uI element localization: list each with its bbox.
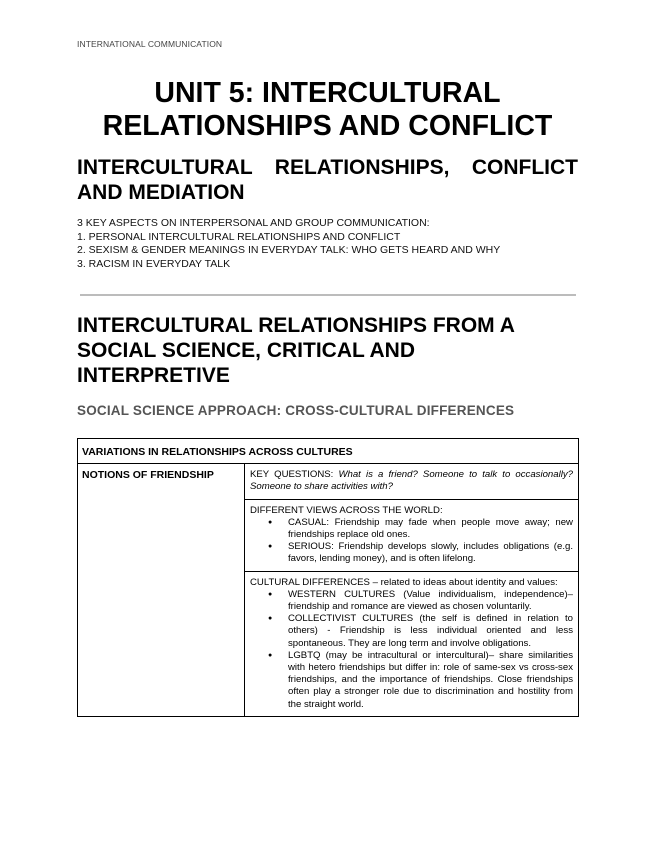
list-item: ● CASUAL: Friendship may fade when people move away; new friendships replace old ones. [288,517,573,541]
cultural-differences-list [250,589,573,711]
horizontal-divider [80,294,576,296]
heading-line-3: INTERPRETIVE [77,364,230,387]
different-views-cell [245,499,579,571]
list-item: ● WESTERN CULTURES (Value individualism, independence)– friendship and romance are viewed as chosen voluntarily. [288,589,573,613]
table-row [78,464,579,499]
heading-word: A [499,314,515,337]
list-item: ● LGBTQ (may be intracultural or intercultural)– share similarities with hetero friendships but differ in: role of same-sex vs cross-sex friendships, and the importance of friendships. Close friendships often play a stronger role due to discrimination and hostility from the straight world. [288,650,573,711]
heading-line-1 [77,313,578,338]
key-aspect-item: 2. SEXISM & GENDER MEANINGS IN EVERYDAY TALK: WHO GETS HEARD AND WHY [77,244,501,256]
subheading-social-science: SOCIAL SCIENCE APPROACH: CROSS-CULTURAL DIFFERENCES [77,403,515,418]
cultural-differences-cell [245,571,579,716]
heading-word: CRITICAL [266,339,365,362]
key-aspects-intro: 3 KEY ASPECTS ON INTERPERSONAL AND GROUP COMMUNICATION: [77,217,430,229]
key-aspect-item: 3. RACISM IN EVERYDAY TALK [77,257,231,270]
heading-word: SCIENCE, [161,339,261,362]
heading-word: AND [369,339,416,362]
unit-title-line-1: UNIT 5: INTERCULTURAL [154,77,501,109]
key-aspects-list [77,217,578,271]
unit-title-line-2: RELATIONSHIPS AND CONFLICT [102,110,553,142]
cultural-differences-title: CULTURAL DIFFERENCES – related to ideas about identity and values: [250,576,558,588]
key-aspect-item: 1. PERSONAL INTERCULTURAL RELATIONSHIPS AND CONFLICT [77,230,401,243]
table-title: VARIATIONS IN RELATIONSHIPS ACROSS CULTURES [78,439,579,464]
running-header: INTERNATIONAL COMMUNICATION [77,39,223,49]
key-questions-label: KEY QUESTIONS: [250,469,334,481]
key-questions-text: What is a friend? Someone to talk to occasionally? Someone to share activities with? [250,469,573,493]
table-header-row [78,439,579,464]
heading-word: SOCIAL [77,339,156,362]
heading-word: INTERCULTURAL [77,314,253,337]
relationships-table [77,438,579,717]
list-item: ● SERIOUS: Friendship develops slowly, includes obligations (e.g. favors, lending money), and is often lifelong. [288,541,573,565]
heading-word: FROM [432,314,495,337]
different-views-list [250,517,573,566]
different-views-title: DIFFERENT VIEWS ACROSS THE WORLD: [250,504,443,516]
section-heading-mediation: INTERCULTURAL RELATIONSHIPS, CONFLICT AND MEDIATION [77,156,578,204]
heading-word: RELATIONSHIPS [258,314,428,337]
list-item: ● COLLECTIVIST CULTURES (the self is defined in relation to others) - Friendship is less individual oriented and less spontaneous. They are long term and involve obligations. [288,613,573,650]
unit-title [77,77,578,143]
key-questions-cell [245,464,579,499]
row-label-friendship: NOTIONS OF FRIENDSHIP [78,464,245,717]
section-heading-relationships [77,313,578,388]
heading-line-2 [77,338,578,363]
